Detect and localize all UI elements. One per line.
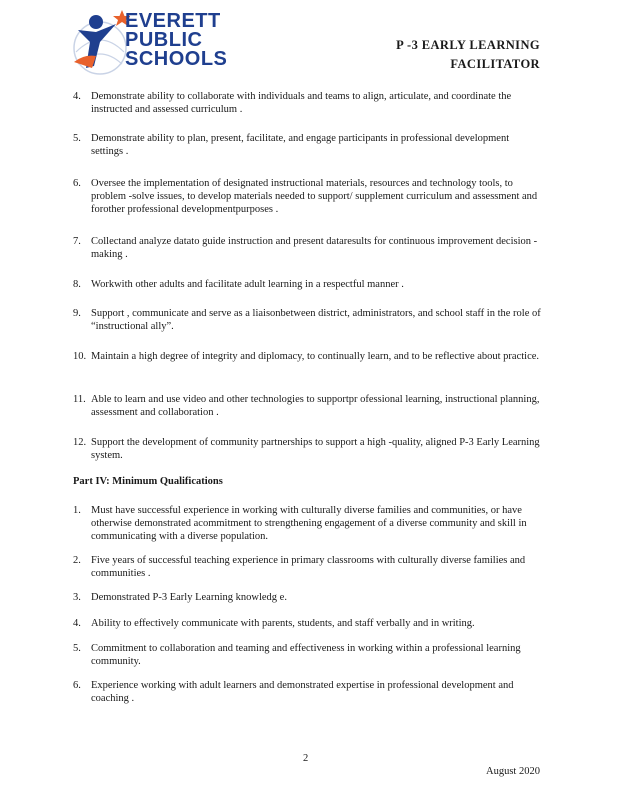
item-text: Must have successful experience in working with culturally diverse families and communities, or have otherwise demonstrated acommitment to strengthening engagement of a diverse community and skill in communicating with a diverse population. xyxy=(91,505,527,542)
item-text: Ability to effectively communicate with parents, students, and staff verbally and in writing. xyxy=(91,618,475,629)
item-text: Support the development of community partnerships to support a high -quality, aligned P-3 Early Learning system. xyxy=(91,437,540,461)
item-number: 10. xyxy=(73,351,87,362)
item-number: 6. xyxy=(73,680,81,691)
item-text: Five years of successful teaching experience in primary classrooms with culturally diverse families and communities . xyxy=(91,555,526,579)
title-line-2: FACILITATOR xyxy=(450,57,540,71)
item-text: Support , communicate and serve as a liaisonbetween district, administrators, and school staff in the role of “instructional ally”. xyxy=(91,308,541,332)
logo xyxy=(70,8,245,82)
item-text: Collectand analyze datato guide instruction and present dataresults for continuous improvement decision -making . xyxy=(91,236,538,260)
document-title xyxy=(396,36,540,74)
logo-line-3: SCHOOLS xyxy=(125,48,228,70)
page-number: 2 xyxy=(303,753,309,764)
item-text: Demonstrate ability to collaborate with individuals and teams to align, articulate, and coordinate the instructed and assessed curriculum . xyxy=(91,91,512,115)
item-number: 1. xyxy=(73,505,81,516)
section-heading: Part IV: Minimum Qualifications xyxy=(73,476,223,487)
item-number: 5. xyxy=(73,133,81,144)
item-number: 3. xyxy=(73,592,81,603)
item-number: 8. xyxy=(73,279,81,290)
logo-line-1: EVERETT xyxy=(125,10,221,32)
item-number: 4. xyxy=(73,91,81,102)
item-text: Experience working with adult learners and demonstrated expertise in professional development and coaching . xyxy=(91,680,514,704)
item-text: Maintain a high degree of integrity and diplomacy, to continually learn, and to be reflective about practice. xyxy=(91,351,540,362)
title-line-1: P -3 EARLY LEARNING xyxy=(396,38,540,52)
item-number: 11. xyxy=(73,394,86,405)
item-number: 7. xyxy=(73,236,81,247)
footer-date: August 2020 xyxy=(486,766,540,777)
item-number: 12. xyxy=(73,437,87,448)
logo-emblem-icon xyxy=(70,8,130,82)
item-text: Workwith other adults and facilitate adult learning in a respectful manner . xyxy=(91,279,404,290)
item-text: Commitment to collaboration and teaming and effectiveness in working within a professional learning community. xyxy=(91,643,521,667)
item-text: Able to learn and use video and other technologies to supportpr ofessional learning, instructional planning, assessment and collaboration . xyxy=(91,394,540,418)
item-number: 2. xyxy=(73,555,81,566)
logo-line-2: PUBLIC xyxy=(125,29,203,51)
item-text: Oversee the implementation of designated instructional materials, resources and technology tools, to problem -solve issues, to develop materials needed to support/ supplement curriculum and assessment and forother professional developmentpurposes . xyxy=(91,178,538,215)
item-number: 5. xyxy=(73,643,81,654)
item-number: 4. xyxy=(73,618,81,629)
item-text: Demonstrate ability to plan, present, facilitate, and engage participants in professional development settings . xyxy=(91,133,510,157)
item-text: Demonstrated P-3 Early Learning knowledg e. xyxy=(91,592,287,603)
logo-wordmark xyxy=(125,12,227,69)
item-number: 6. xyxy=(73,178,81,189)
item-number: 9. xyxy=(73,308,81,319)
